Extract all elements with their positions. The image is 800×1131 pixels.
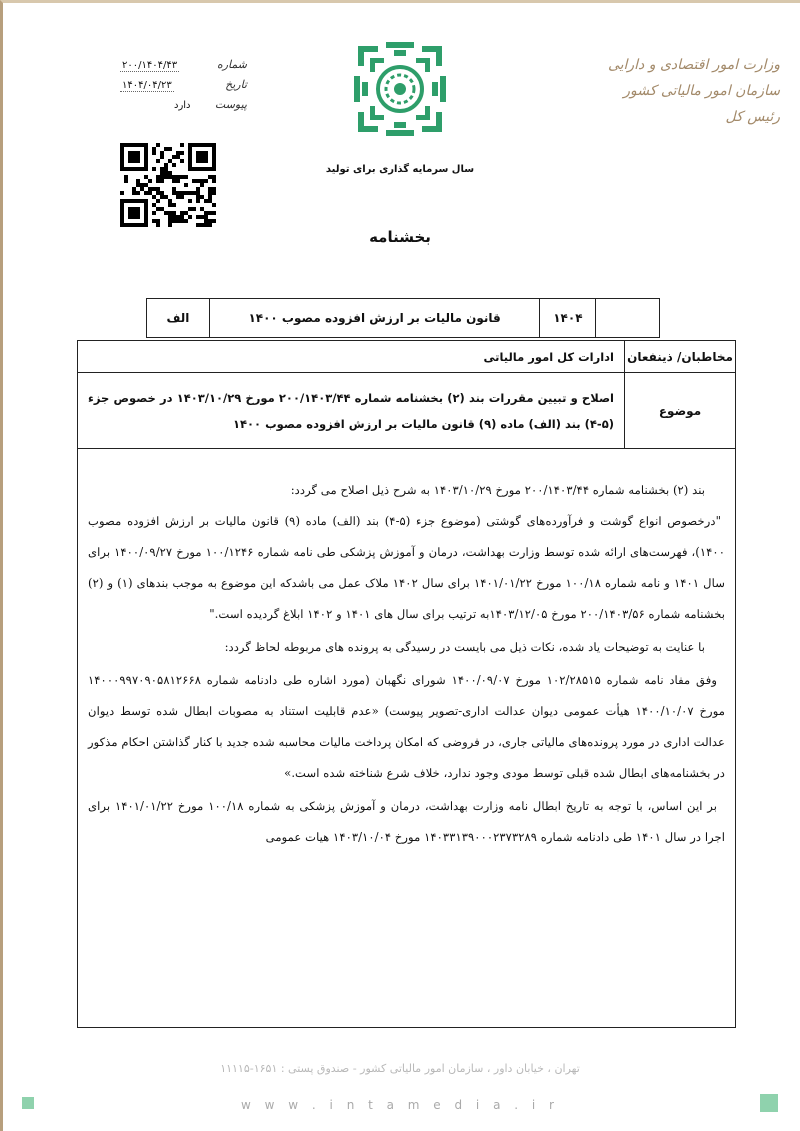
letter-date: ۱۴۰۴/۰۴/۲۳	[122, 80, 172, 91]
qr-code	[120, 143, 216, 227]
organization-line: سازمان امور مالیاتی کشور	[623, 83, 780, 99]
letter-number: ۲۰۰/۱۴۰۴/۴۳	[122, 60, 178, 71]
number-row	[112, 58, 247, 78]
date-label: تاریخ	[225, 78, 247, 91]
law-title: قانون مالیات بر ارزش افزوده مصوب ۱۴۰۰	[209, 299, 540, 337]
number-label: شماره	[216, 58, 247, 71]
circular-table	[77, 340, 736, 1028]
circular-body	[78, 449, 735, 853]
footer-address: تهران ، خیابان داور ، سازمان امور مالیاتی کشور - صندوق پستی : ۱۶۵۱-۱۱۱۱۵	[220, 1062, 580, 1075]
circular-code-box	[146, 298, 660, 338]
attachment-label: پیوست	[214, 98, 247, 111]
ministry-line: وزارت امور اقتصادی و دارایی	[607, 57, 780, 73]
audience-value: ادارات کل امور مالیاتی	[483, 349, 614, 364]
circular-year: ۱۴۰۴	[539, 299, 595, 337]
body-paragraph-4: وفق مفاد نامه شماره ۱۰۲/۲۸۵۱۵ مورخ ۱۴۰۰/۰۹/۰۷ شورای نگهبان (مورد اشاره طی دادنامه شماره ۱۴۰۰۰۹۹۷۰۹۰۵۸۱۲۶۶۸ مورخ ۱۴۰۰/۱۰/۰۷ هیأت عمومی دیوان عدالت اداری-تصویر پیوست) «عدم قابلیت استناد به مصوبات ابطال شده توسط دیوان عدالت اداری در مورد پرونده‌های مالیاتی جاری، در فروضی که امکان پرداخت مالیات محاسبه شده جدید با کنار گذاشتن احکام مذکور در بخشنامه‌های ابطال شده قبلی توسط مودی وجود ندارد، خلاف شرع شناخته شده است.»	[88, 673, 725, 780]
attachment-row	[112, 98, 247, 118]
body-paragraph-1: بند (۲) بخشنامه شماره ۲۰۰/۱۴۰۳/۴۴ مورخ ۱۴۰۳/۱۰/۲۹ به شرح ذیل اصلاح می گردد:	[290, 483, 705, 497]
body-paragraph-2: "درخصوص انواع گوشت و فرآورده‌های گوشتی (موضوع جزء (۵-۴) بند (الف) ماده (۹) قانون مالیات بر ارزش افزوده مصوب ۱۴۰۰)، فهرست‌های ارائه شده توسط وزارت بهداشت، درمان و آموزش پزشکی طی نامه شماره ۱۰۰/۱۲۴۶ مورخ ۱۴۰۰/۰۹/۲۷ برای سال ۱۴۰۱ و نامه شماره ۱۰۰/۱۸ مورخ ۱۴۰۱/۰۱/۲۲ برای سال ۱۴۰۲ ملاک عمل می باشدکه این موضوع به موجب بندهای (۱) و (۲) بخشنامه شماره ۲۰۰/۱۴۰۳/۵۶ مورخ ۱۴۰۳/۱۲/۰۵به ترتیب برای سال های ۱۴۰۱ و ۱۴۰۲ ابلاغ گردیده است."	[88, 514, 726, 621]
footer-square-right	[760, 1094, 778, 1112]
code-box-blank-cell	[595, 299, 659, 337]
document-type-title: بخشنامه	[369, 228, 431, 246]
attachment-value: دارد	[174, 100, 191, 111]
audience-label: مخاطبان/ ذینفعان	[624, 341, 735, 372]
subject-value: اصلاح و تبیین مقررات بند (۲) بخشنامه شماره ۲۰۰/۱۴۰۳/۴۴ مورخ ۱۴۰۳/۱۰/۲۹ در خصوص جزء (۵-۴) بند (الف) ماده (۹) قانون مالیات بر ارزش افزوده مصوب ۱۴۰۰	[88, 390, 614, 431]
circular-series: الف	[166, 311, 190, 325]
letter-metadata	[112, 58, 247, 118]
ministry-header	[580, 52, 780, 130]
audience-row	[78, 341, 735, 373]
footer-website: w w w . i n t a m e d i a . i r	[241, 1098, 559, 1112]
subject-row	[78, 373, 735, 449]
date-row	[112, 78, 247, 98]
year-slogan: سال سرمایه گذاری برای تولید	[325, 164, 475, 175]
body-paragraph-5: بر این اساس، با توجه به تاریخ ابطال نامه وزارت بهداشت، درمان و آموزش پزشکی به شماره ۱۰۰/۱۸ مورخ ۱۴۰۱/۰۱/۲۲ برای اجرا در سال ۱۴۰۱ طی دادنامه شماره ۱۴۰۳۳۱۳۹۰۰۰۲۳۷۳۲۸۹ مورخ ۱۴۰۳/۱۰/۰۴ هیات عمومی	[88, 799, 725, 844]
head-title-line: رئیس کل	[725, 109, 780, 125]
subject-label: موضوع	[624, 373, 735, 448]
tax-organization-logo	[352, 40, 448, 138]
body-paragraph-3: با عنایت به توضیحات یاد شده، نکات ذیل می بایست در رسیدگی به پرونده های مربوطه لحاظ گردد:	[224, 640, 705, 654]
